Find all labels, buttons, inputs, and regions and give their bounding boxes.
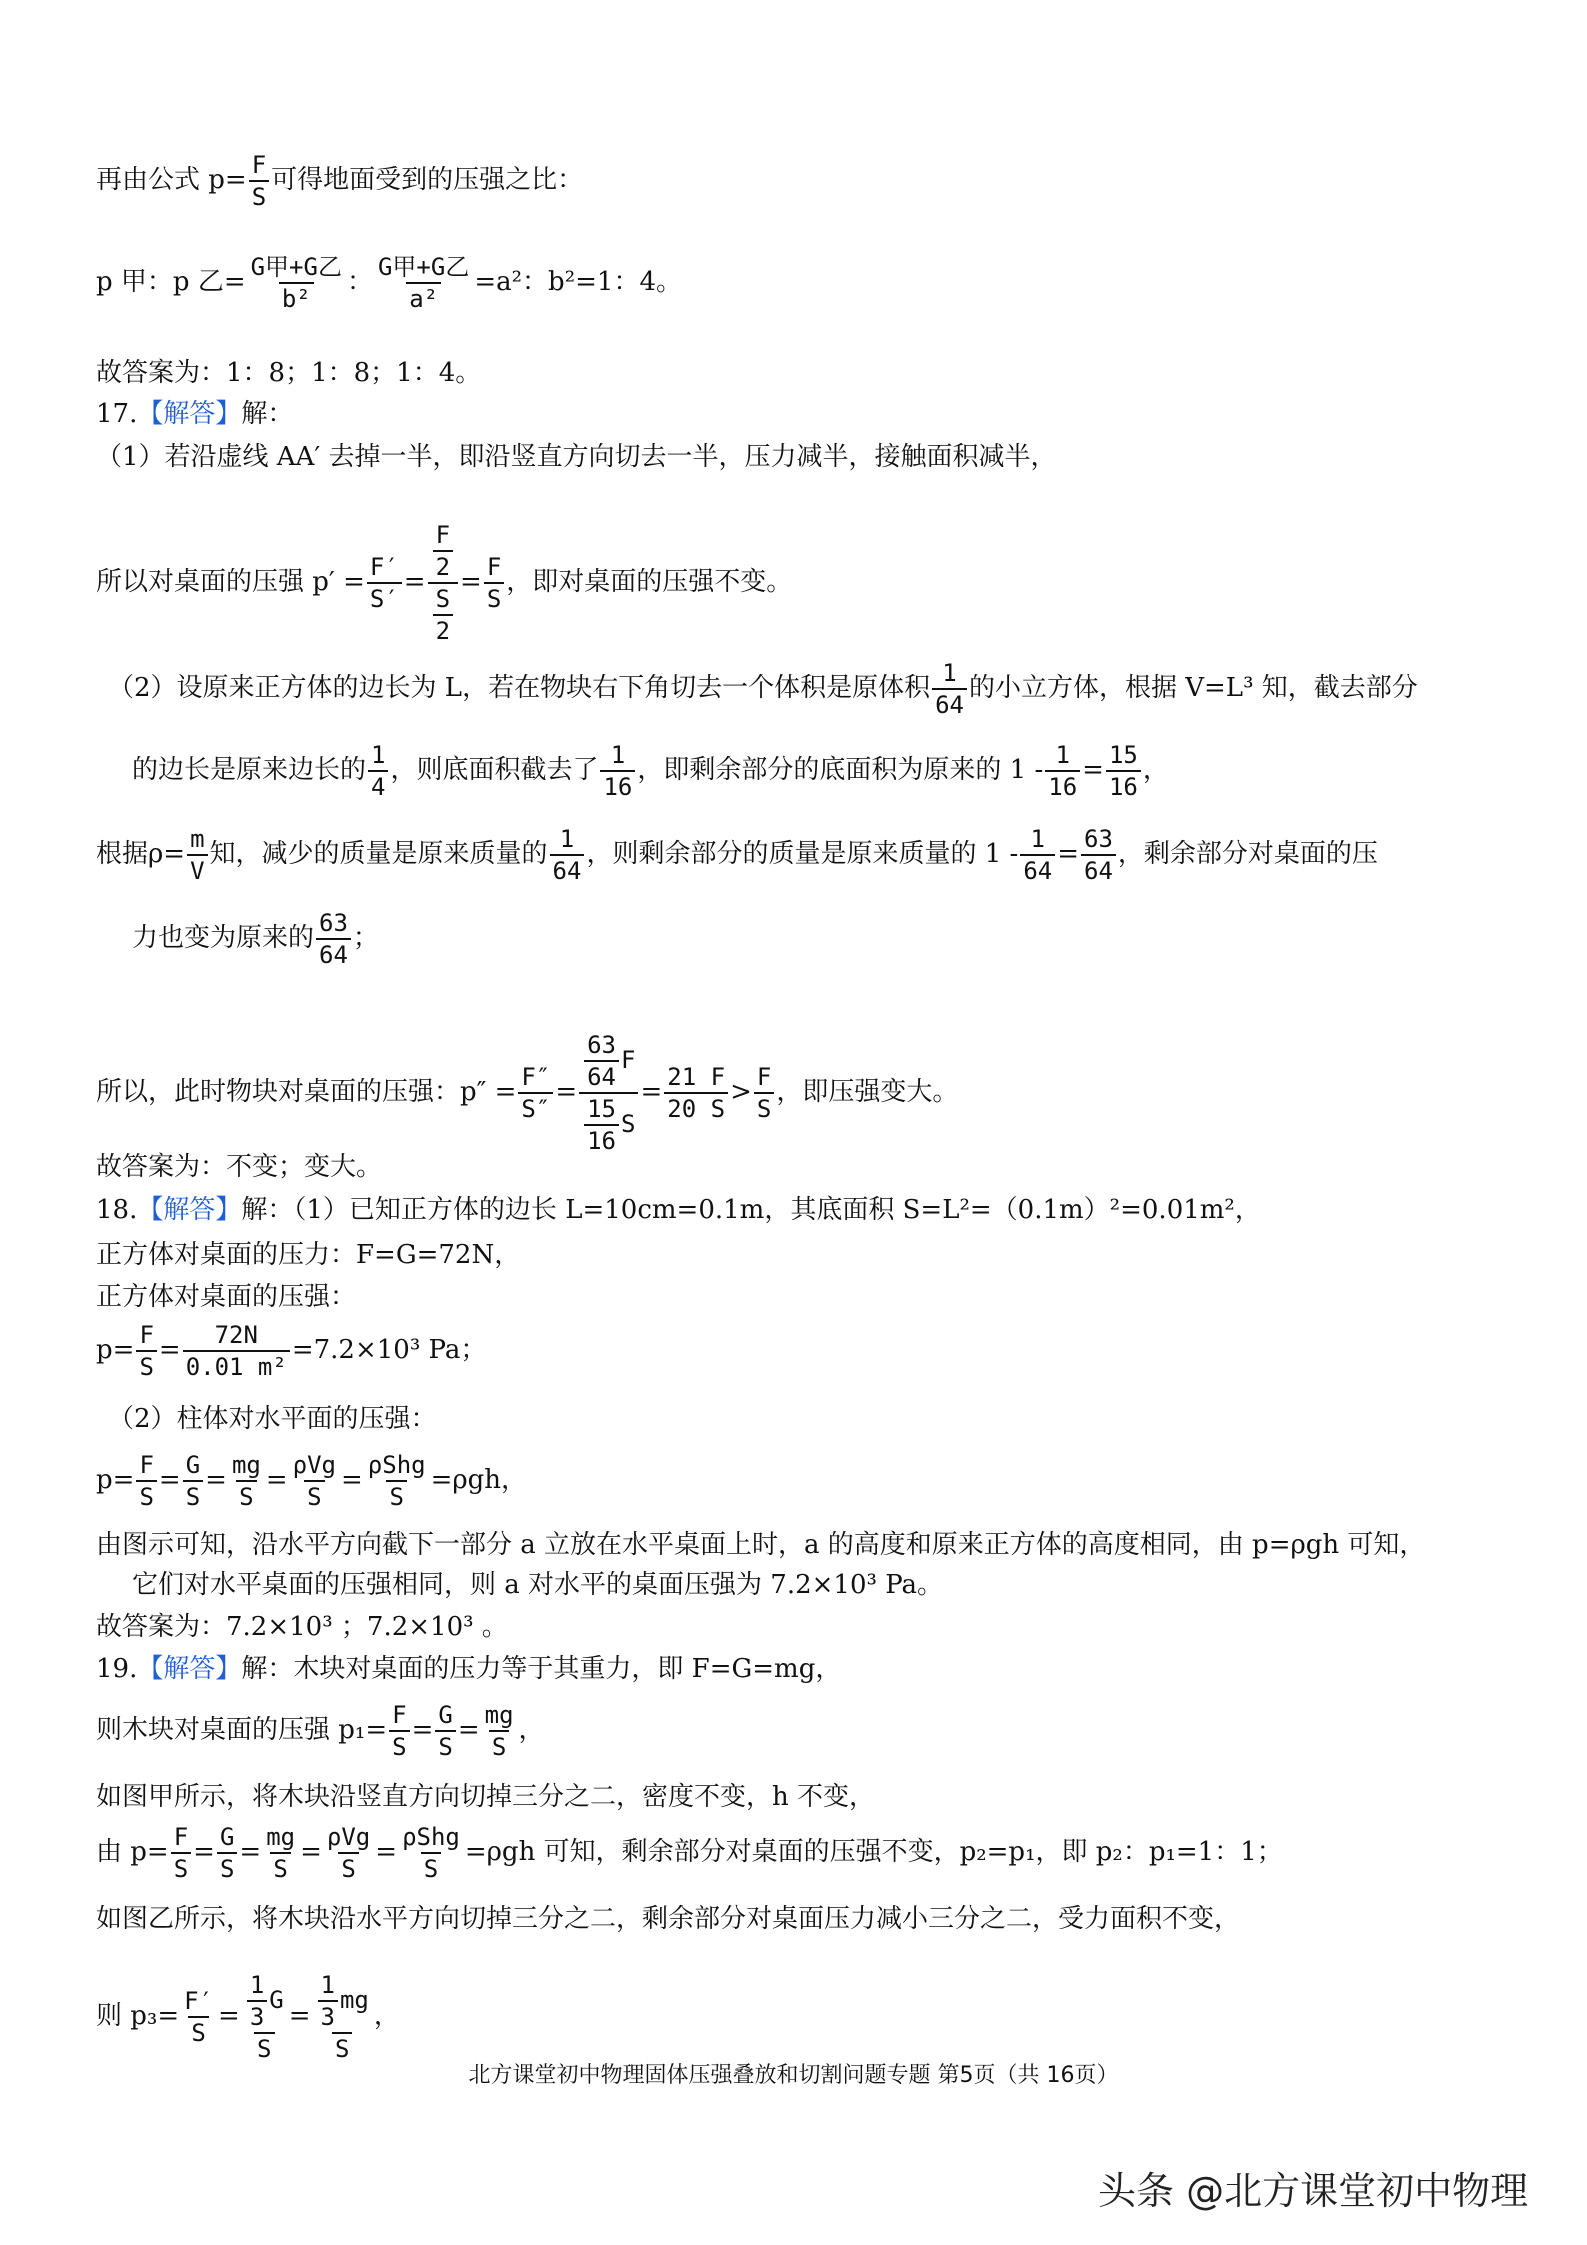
line-ratio: p 甲：p 乙= G甲+G乙 b² ： G甲+G乙 a² =a²：b²=1：4。 xyxy=(96,253,682,313)
page-footer: 北方课堂初中物理固体压强叠放和切割问题专题 第5页（共 16页） xyxy=(468,2063,1119,2088)
line-p1: 则木块对桌面的压强 p₁= $\frac{F}{S}$ = $\frac{G}{S}$ = $\frac{mg}{S}$ ， xyxy=(96,1701,545,1761)
text-line: 由图示可知，沿水平方向截下一部分 a 立放在水平桌面上时，a 的高度和原来正方体的高度相同，由 p=ρgh 可知， xyxy=(96,1530,1426,1560)
text-line: 如图乙所示，将木块沿水平方向切掉三分之二，剩余部分对桌面压力减小三分之二，受力面积不变， xyxy=(96,1904,1241,1934)
text-line: （2）柱体对水平面的压强： xyxy=(108,1404,437,1434)
line-p-prime: 所以对桌面的压强 p′ = $\frac{F'}{S'}$ = $\frac{\frac{F}{2}}{\frac{S}{2}}$ = $\frac{F}{S}$ ，即对桌面的压强不变。 xyxy=(96,521,793,645)
line-p-double-prime: 所以，此时物块对桌面的压强：p″ = $\frac{F''}{S''}$ = $\frac{63}{64}$ F $\frac{15}{16}$ S = $\frac{21 F}{20 S}$ > $\frac{F}{S}$ ，即压强变大。 xyxy=(96,1031,959,1155)
answer-line: 故答案为：不变；变大。 xyxy=(96,1152,383,1182)
text-line: （1）若沿虚线 AA′ 去掉一半，即沿竖直方向切去一半，压力减半，接触面积减半， xyxy=(96,442,1057,472)
line-p3: 则 p₃= $\frac{F'}{S}$ = $\frac{1}{3}$ G S = $\frac{1}{3}$ mg S ， xyxy=(96,1971,400,2063)
line-pressure-calc: p= $\frac{F}{S}$ = $\frac{72N}{\text{0.01 m²}}$ =7.2×10³ Pa； xyxy=(96,1321,487,1381)
watermark: 头条 @北方课堂初中物理 xyxy=(1098,2169,1529,2213)
answer-line: 故答案为：1：8；1：8；1：4。 xyxy=(96,358,482,388)
q19-header: 19.【解答】解：木块对桌面的压力等于其重力，即 F=G=mg， xyxy=(96,1654,842,1684)
q17-header: 17.【解答】解： xyxy=(96,399,294,429)
line-force: 力也变为原来的 $\frac{63}{64}$ ； xyxy=(132,909,379,969)
line-q17-2: （2）设原来正方体的边长为 L，若在物块右下角切去一个体积是原体积 $\frac{1}{64}$ 的小立方体，根据 V=L³ 知，截去部分 xyxy=(108,659,1418,719)
line-mass: 根据ρ= $\frac{m}{V}$ 知，减少的质量是原来质量的 $\frac{1}{64}$ ，则剩余部分的质量是原来质量的 1 - $\frac{1}{64}$ = $\frac{63}{64}$ ，剩余部分对桌面的压 xyxy=(96,825,1378,885)
q18-header: 18.【解答】解：（1）已知正方体的边长 L=10cm=0.1m，其底面积 S=L²=（0.1m）²=0.01m²， xyxy=(96,1195,1261,1225)
text-line: 正方体对桌面的压强： xyxy=(96,1282,357,1312)
text-line: 如图甲所示，将木块沿竖直方向切掉三分之二，密度不变，h 不变， xyxy=(96,1782,876,1812)
line-p2: 由 p= $\frac{F}{S}$ = $\frac{G}{S}$ = $\frac{mg}{S}$ = ρVg S = ρShg S =ρgh 可知，剩余部分对桌面的压强不变，p₂=p₁，即 p₂：p₁=1：1； xyxy=(96,1823,1283,1883)
line-formula-p: 再由公式 p= $\frac{F}{S}$ 可得地面受到的压强之比： xyxy=(96,151,584,211)
line-rho-gh: p= $\frac{F}{S}$ = $\frac{G}{S}$ = $\frac{mg}{S}$ = ρVg S = ρShg S =ρgh， xyxy=(96,1451,528,1511)
text-line: 正方体对桌面的压力：F=G=72N， xyxy=(96,1240,521,1270)
answer-line: 故答案为：7.2×10³ ；7.2×10³ 。 xyxy=(96,1612,508,1642)
text-line: 它们对水平桌面的压强相同，则 a 对水平的桌面压强为 7.2×10³ Pa。 xyxy=(132,1570,944,1600)
line-area: 的边长是原来边长的 $\frac{1}{4}$ ，则底面积截去了 $\frac{1}{16}$ ，即剩余部分的底面积为原来的 1 - $\frac{1}{16}$ = $\frac{15}{16}$ ， xyxy=(132,741,1169,801)
